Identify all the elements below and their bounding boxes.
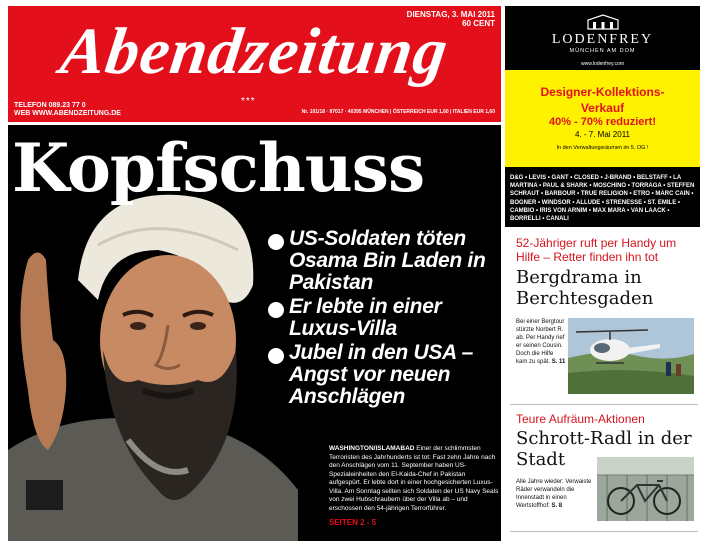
ad-website[interactable]: www.lodenfrey.com — [581, 61, 624, 67]
lead-bullet — [268, 342, 500, 408]
teaser-photo-helicopter[interactable] — [568, 318, 694, 394]
lead-bullet — [268, 228, 500, 294]
edition-line: Nr. 101/18 · 87017 · 40395 MÜNCHEN | ÖSTERREICH EUR 1,60 | ITALIEN EUR 1,60 — [301, 109, 495, 115]
lead-bullet-text: US-Soldaten töten Osama Bin Laden in Pakistan — [289, 227, 486, 294]
ad-sale-line1: Designer-Kollektions- — [540, 85, 665, 99]
lead-bullet-list — [268, 228, 500, 410]
teaser-divider — [510, 531, 698, 532]
issue-price: 60 CENT — [462, 19, 495, 28]
masthead — [8, 6, 501, 122]
ad-dates: 4. - 7. Mai 2011 — [575, 130, 630, 139]
ad-logo[interactable] — [505, 14, 700, 54]
teaser-kicker: 52-Jähriger ruft per Handy um Hilfe – Retter finden ihn tot — [516, 236, 677, 264]
issue-date-block — [407, 10, 495, 28]
teaser-body: Alle Jahre wieder: Verwaiste Räder verwandeln die Innenstadt in einen Wertstoffhof: — [516, 479, 592, 509]
ad-brand-list: D&G • LEVIS • GANT • CLOSED • J-BRAND • BELSTAFF • LA MARTINA • PAUL & SHARK • MOSCHINO • TORRAGA • STEFFEN SCHRAUT • BARBOUR • TRUE RELIGION • ETRO • MARC CAIN • BOGNER • WINDSOR • ALLUDE • STRENESSE • ST. EMILE • CAMBIO • IRIS VON ARNIM • MAX MARA • VAN LAACK • BORRELLI • CANALI — [510, 175, 695, 223]
portrait-illustration — [8, 190, 298, 541]
dateline: WASHINGTON/ISLAMABAD — [329, 445, 415, 452]
teaser-divider — [510, 404, 698, 405]
website-link[interactable]: WEB WWW.ABENDZEITUNG.DE — [14, 110, 121, 117]
teaser-mountain[interactable] — [516, 236, 696, 309]
newspaper-logo[interactable]: Abendzeitung — [56, 15, 453, 88]
issue-date: DIENSTAG, 3. MAI 2011 — [406, 10, 495, 19]
lead-body: Einer der schlimmsten Terroristen des Jahrhunderts ist tot: Fast zehn Jahre nach den Anschlägen vom 11. September haben US-Spezialeinheiten den El-Kaida-Chef in Pakistan aufgespürt. Er lebte dort in einer hochgesicherten Luxus-Villa. Am Sonntag seilten sich Soldaten der US Navy Seals von zwei Hubschraubern über der Villa ab – und erschossen den 54-jährigen Terrorführer. — [329, 445, 499, 512]
helicopter-illustration — [568, 318, 694, 394]
teaser-photo-bicycles[interactable] — [597, 457, 694, 521]
lead-headline[interactable]: Kopfschuss — [12, 129, 425, 207]
edition-stars: *** — [241, 96, 256, 107]
bicycle-illustration — [597, 457, 694, 521]
page-reference[interactable]: SEITEN 2 - 5 — [329, 518, 377, 527]
teaser-text — [516, 478, 594, 510]
ad-sale-title — [505, 84, 700, 116]
phone-number: TELEFON 089.23 77 0 — [14, 102, 86, 109]
ad-sale-line2: Verkauf — [580, 101, 625, 115]
teaser-kicker: Teure Aufräum-Aktionen — [516, 412, 645, 426]
teaser-text — [516, 318, 566, 366]
teaser-body: Bei einer Bergtour stürzte Norbert R. ab. Per Handy rief er seinen Cousin. Doch die Hilfe kam zu spät. — [516, 319, 565, 365]
bullet-dot-icon — [268, 348, 284, 364]
lead-bullet-text: Er lebte in einer Luxus-Villa — [289, 295, 442, 340]
ad-location: In den Verwaltungsräumen im 5. OG ! — [556, 145, 649, 151]
lead-photo[interactable] — [8, 190, 298, 541]
lead-bullet — [268, 296, 500, 340]
contact-block — [14, 102, 121, 118]
bullet-dot-icon — [268, 302, 284, 318]
ad-sale-box[interactable] — [505, 70, 700, 167]
teaser-headline[interactable]: Bergdrama in Berchtesgaden — [516, 267, 654, 309]
building-icon — [586, 14, 620, 30]
teaser-headline[interactable]: Schrott-Radl in der Stadt — [516, 428, 692, 470]
ad-brand-subtitle: MÜNCHEN AM DOM — [569, 48, 636, 54]
teaser-page-ref[interactable]: S. 8 — [551, 503, 563, 509]
lead-body-text — [329, 445, 499, 513]
lead-bullet-text: Jubel in den USA – Angst vor neuen Anschlägen — [289, 341, 474, 408]
teaser-page-ref[interactable]: S. 11 — [551, 359, 566, 365]
ad-discount: 40% - 70% reduziert! — [549, 116, 656, 128]
bullet-dot-icon — [268, 234, 284, 250]
ad-brand-name: LODENFREY — [551, 32, 654, 47]
